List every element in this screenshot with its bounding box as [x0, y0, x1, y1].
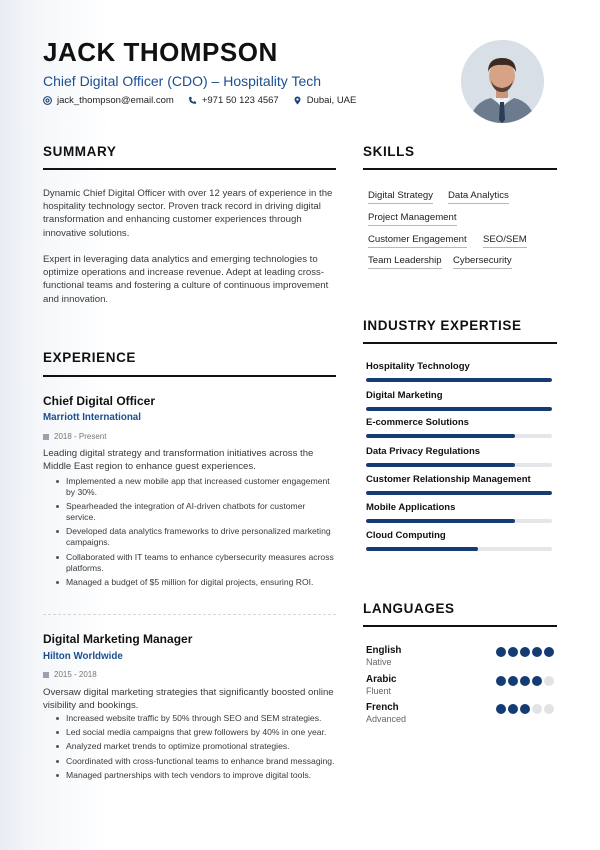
list-item: Analyzed market trends to optimize promotional strategies.: [56, 741, 340, 752]
summary-heading: SUMMARY: [43, 144, 117, 159]
job-title: Chief Digital Officer: [43, 394, 156, 408]
skill-tag: Data Analytics: [448, 190, 509, 204]
dot-filled: [532, 676, 542, 686]
languages-rule: [363, 625, 557, 627]
dot-filled: [508, 704, 518, 714]
list-item: Managed a budget of $5 million for digital projects, ensuring ROI.: [56, 577, 336, 588]
expertise-item: [366, 361, 552, 382]
job-description: Oversaw digital marketing strategies that significantly boosted online visibility and bookings.: [43, 687, 334, 712]
list-item: Implemented a new mobile app that increased customer engagement by 30%.: [56, 476, 336, 498]
expertise-track: [366, 519, 552, 523]
dot-empty: [532, 704, 542, 714]
expertise-bar: [366, 378, 552, 382]
dot-empty: [544, 676, 554, 686]
list-item: Collaborated with IT teams to enhance cybersecurity measures across platforms.: [56, 552, 336, 574]
expertise-track: [366, 378, 552, 382]
calendar-icon: [43, 672, 49, 678]
list-item: Managed partnerships with tech vendors to improve digital tools.: [56, 770, 340, 781]
profile-photo: [461, 40, 544, 123]
skill-tag: Team Leadership: [368, 255, 442, 269]
expertise-bar: [366, 491, 552, 495]
expertise-item: [366, 530, 552, 551]
languages-heading: LANGUAGES: [363, 601, 455, 616]
phone-icon: [188, 96, 197, 105]
job-description: Leading digital strategy and transformation initiatives across the Middle East region to enhance guest experiences.: [43, 448, 314, 473]
list-item: Coordinated with cross-functional teams to enhance brand messaging.: [56, 756, 340, 767]
expertise-label: Customer Relationship Management: [366, 474, 531, 485]
expertise-bar: [366, 434, 515, 438]
language-item: [366, 674, 554, 696]
expertise-label: Data Privacy Regulations: [366, 446, 481, 457]
list-item: Led social media campaigns that grew followers by 40% in one year.: [56, 727, 340, 738]
job-dates-text: 2015 - 2018: [54, 670, 97, 679]
dot-filled: [520, 704, 530, 714]
calendar-icon: [43, 434, 49, 440]
skill-tag: SEO/SEM: [483, 234, 527, 248]
location-text: Dubai, UAE: [306, 95, 357, 106]
expertise-label: Mobile Applications: [366, 502, 456, 513]
job-dates-text: 2018 - Present: [54, 432, 107, 441]
contact-email[interactable]: [43, 95, 174, 106]
expertise-item: [366, 474, 552, 495]
expertise-track: [366, 463, 552, 467]
experience-rule: [43, 375, 336, 377]
job-company: Marriott International: [43, 412, 141, 423]
dot-filled: [508, 647, 518, 657]
at-icon: [43, 96, 52, 105]
expertise-item: [366, 417, 552, 438]
summary-paragraph-2: Expert in leveraging data analytics and emerging technologies to optimize operations and increase revenue. Adept at leading cross-functional teams and fostering a culture of continuous improvement and innovation.: [43, 254, 329, 305]
job-bullets: [56, 476, 336, 591]
job-title: Digital Marketing Manager: [43, 632, 193, 646]
job-divider: [43, 614, 336, 615]
expertise-label: Digital Marketing: [366, 390, 443, 401]
contact-location: [293, 95, 357, 106]
dot-filled: [496, 704, 506, 714]
language-name: Arabic: [366, 674, 397, 685]
expertise-item: [366, 502, 552, 523]
dot-filled: [508, 676, 518, 686]
expertise-bar: [366, 463, 515, 467]
expertise-track: [366, 491, 552, 495]
expertise-track: [366, 547, 552, 551]
contact-phone[interactable]: [188, 95, 279, 106]
expertise-label: Hospitality Technology: [366, 361, 470, 372]
language-level: Native: [366, 657, 392, 667]
skill-tag: Customer Engagement: [368, 234, 467, 248]
phone-text: +971 50 123 4567: [201, 95, 279, 106]
job-dates: [43, 670, 97, 679]
language-name: French: [366, 702, 399, 713]
expertise-item: [366, 390, 552, 411]
expertise-label: E-commerce Solutions: [366, 417, 469, 428]
dot-filled: [532, 647, 542, 657]
list-item: Increased website traffic by 50% through SEO and SEM strategies.: [56, 713, 340, 724]
dot-empty: [544, 704, 554, 714]
dot-filled: [520, 647, 530, 657]
summary-paragraph-1: Dynamic Chief Digital Officer with over 12 years of experience in the hospitality technology sector. Proven track record in driving digital transformation and enhancing customer experiences through innovative solutions.: [43, 188, 333, 239]
proficiency-dots: [496, 704, 554, 714]
summary-rule: [43, 168, 336, 170]
expertise-rule: [363, 342, 557, 344]
language-item: [366, 702, 554, 724]
dot-filled: [496, 647, 506, 657]
skills-heading: SKILLS: [363, 144, 415, 159]
proficiency-dots: [496, 676, 554, 686]
list-item: Developed data analytics frameworks to drive personalized marketing campaigns.: [56, 526, 336, 548]
proficiency-dots: [496, 647, 554, 657]
dot-filled: [544, 647, 554, 657]
skills-rule: [363, 168, 557, 170]
expertise-track: [366, 407, 552, 411]
list-item: Spearheaded the integration of AI-driven chatbots for customer service.: [56, 501, 336, 523]
dot-filled: [520, 676, 530, 686]
expertise-bar: [366, 519, 515, 523]
skill-tag: Cybersecurity: [453, 255, 512, 269]
candidate-role: Chief Digital Officer (CDO) – Hospitality Tech: [43, 73, 322, 89]
language-level: Fluent: [366, 686, 392, 696]
expertise-bar: [366, 547, 478, 551]
job-bullets: [56, 713, 340, 784]
language-item: [366, 645, 554, 667]
location-pin-icon: [293, 96, 302, 105]
language-name: English: [366, 645, 402, 656]
language-level: Advanced: [366, 714, 407, 724]
job-company: Hilton Worldwide: [43, 651, 123, 662]
expertise-bar: [366, 407, 552, 411]
expertise-item: [366, 446, 552, 467]
job-dates: [43, 432, 106, 441]
skill-tag: Digital Strategy: [368, 190, 433, 204]
contact-bar: [43, 95, 356, 106]
expertise-track: [366, 434, 552, 438]
dot-filled: [496, 676, 506, 686]
skill-tag: Project Management: [368, 212, 457, 226]
experience-heading: EXPERIENCE: [43, 350, 137, 365]
expertise-label: Cloud Computing: [366, 530, 446, 541]
email-text: jack_thompson@email.com: [57, 95, 174, 106]
expertise-heading: INDUSTRY EXPERTISE: [363, 318, 522, 333]
candidate-name: JACK THOMPSON: [43, 37, 278, 67]
